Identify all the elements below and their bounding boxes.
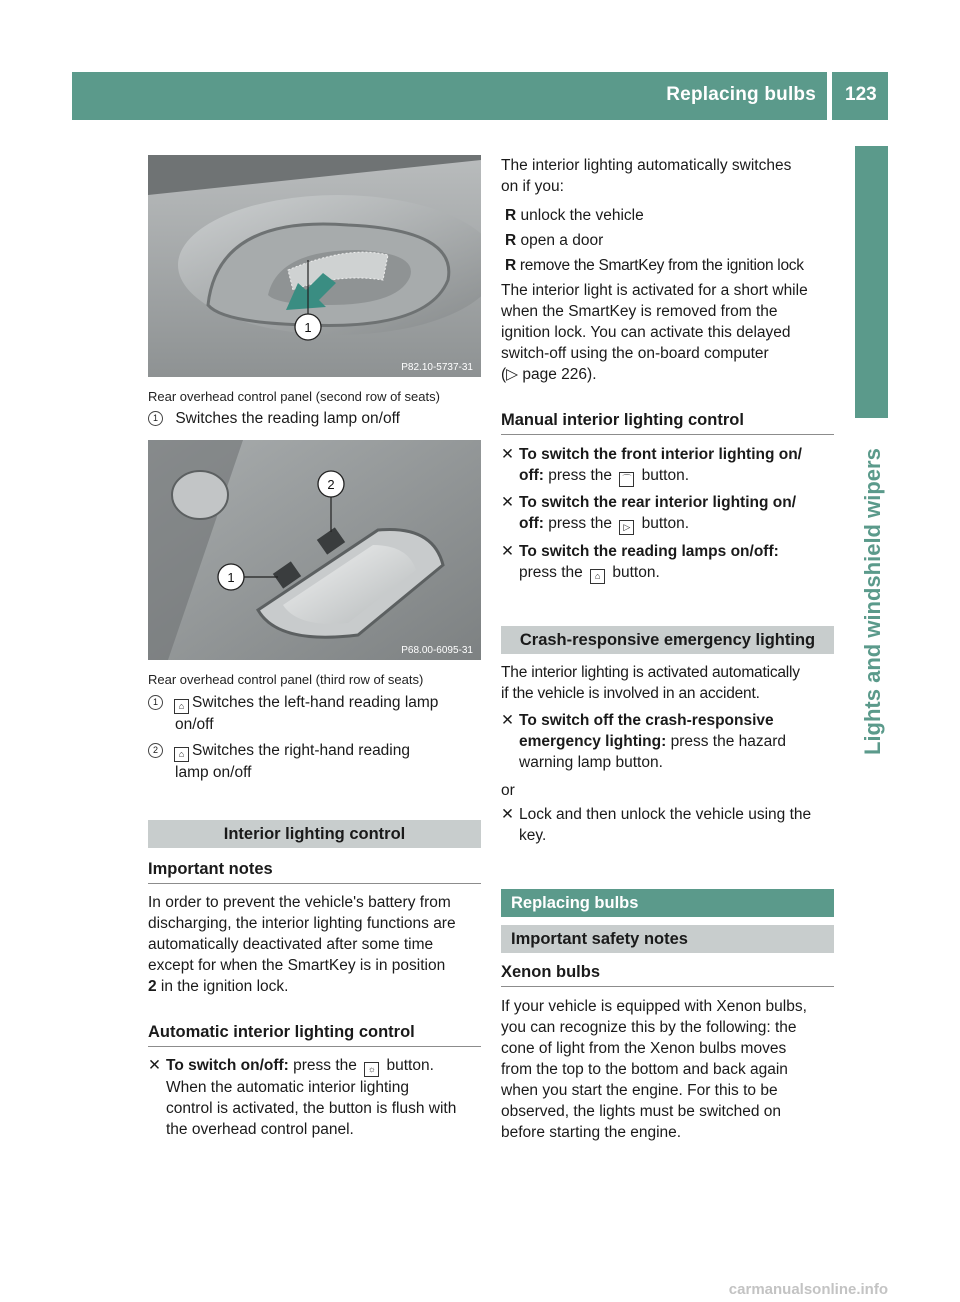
bullet-list bbox=[505, 205, 845, 276]
subheading: Important notes bbox=[148, 860, 273, 878]
text-bold: To switch on/off: bbox=[166, 1057, 289, 1074]
callout-1: 1 bbox=[227, 570, 235, 585]
text-line: press the bbox=[288, 1057, 362, 1074]
front-light-icon: ⌒ bbox=[619, 472, 634, 487]
text-line: The interior light is activated for a short while bbox=[501, 282, 808, 299]
bullet-icon: R bbox=[505, 257, 516, 274]
text-line: warning lamp button. bbox=[519, 754, 663, 771]
text-line: The interior lighting is activated automatically bbox=[501, 664, 800, 681]
text-line: button. bbox=[637, 515, 690, 532]
text-line: press the bbox=[543, 515, 617, 532]
text-line: button. bbox=[382, 1057, 434, 1074]
section-heading: Interior lighting control bbox=[148, 820, 481, 848]
legend-number: 1 bbox=[148, 411, 163, 426]
legend-text: Switches the left-hand reading lamp bbox=[192, 694, 439, 711]
instruction-step bbox=[501, 541, 841, 584]
text-line: automatically deactivated after some time bbox=[148, 936, 434, 953]
section-heading: Crash-responsive emergency lighting bbox=[501, 626, 834, 654]
instruction-step bbox=[501, 804, 841, 846]
legend-item bbox=[148, 408, 400, 429]
text-line: press the hazard bbox=[666, 733, 787, 750]
text-line: press the bbox=[519, 564, 588, 581]
text-line: button. bbox=[608, 564, 660, 581]
text-line: when you start the engine. For this to be bbox=[501, 1082, 778, 1099]
text-line: cone of light from the Xenon bulbs moves bbox=[501, 1040, 787, 1057]
text-bold: To switch the front interior lighting on/ bbox=[519, 446, 802, 463]
text-bold: To switch off the crash-responsive bbox=[519, 712, 774, 729]
reading-lamp-icon: ⌂ bbox=[174, 747, 189, 762]
bullet-icon: R bbox=[505, 207, 517, 224]
text-line: When the automatic interior lighting bbox=[166, 1079, 409, 1096]
step-marker-icon: ✕ bbox=[501, 806, 514, 823]
instruction-step bbox=[501, 492, 841, 535]
instruction-step bbox=[501, 444, 841, 487]
legend-text: Switches the right-hand reading bbox=[192, 742, 410, 759]
text-line: key. bbox=[519, 827, 547, 844]
watermark: carmanualsonline.info bbox=[728, 1281, 888, 1298]
list-item: unlock the vehicle bbox=[520, 207, 644, 224]
instruction-step bbox=[501, 710, 841, 773]
text-bold: To switch the rear interior lighting on/ bbox=[519, 494, 797, 511]
step-marker-icon: ✕ bbox=[501, 494, 514, 511]
page-number: 123 bbox=[845, 84, 877, 105]
text-line: control is activated, the button is flush with bbox=[166, 1100, 457, 1117]
crash-paragraph bbox=[501, 662, 841, 704]
step-marker-icon: ✕ bbox=[501, 712, 514, 729]
side-tab-label: Lights and windshield wipers bbox=[860, 448, 885, 755]
section-heading: Replacing bulbs bbox=[501, 889, 834, 917]
text-bold: To switch the reading lamps on/off: bbox=[519, 543, 779, 560]
text-bold: off: bbox=[519, 467, 544, 484]
text-line: discharging, the interior lighting functions are bbox=[148, 915, 456, 932]
subheading: Xenon bulbs bbox=[501, 963, 600, 981]
instruction-step bbox=[148, 1055, 488, 1140]
caption-third-row: Rear overhead control panel (third row of seats) bbox=[148, 672, 424, 687]
notes-paragraph bbox=[148, 892, 488, 997]
page-reference-link[interactable]: (▷ page 226). bbox=[501, 366, 597, 383]
divider bbox=[501, 434, 834, 435]
divider bbox=[148, 1046, 481, 1047]
rear-light-icon: ▷ bbox=[619, 520, 634, 535]
side-tab-block bbox=[855, 146, 888, 418]
divider bbox=[148, 883, 481, 884]
legend-text: lamp on/off bbox=[175, 764, 252, 781]
or-text: or bbox=[501, 782, 515, 799]
text-line: The interior lighting automatically switches bbox=[501, 157, 792, 174]
reading-lamp-icon: ⌂ bbox=[590, 569, 605, 584]
photo-third-row-panel bbox=[148, 440, 481, 660]
legend-item bbox=[148, 692, 488, 735]
reading-lamp-icon: ⌂ bbox=[174, 699, 189, 714]
photo-code: P68.00-6095-31 bbox=[401, 645, 473, 656]
step-marker-icon: ✕ bbox=[501, 543, 514, 560]
text-line: In order to prevent the vehicle's battery from bbox=[148, 894, 451, 911]
text-line: switch-off using the on-board computer bbox=[501, 345, 769, 362]
text-bold: off: bbox=[519, 515, 544, 532]
text-bold: 2 bbox=[148, 978, 157, 995]
text-line: ignition lock. You can activate this delayed bbox=[501, 324, 791, 341]
section-heading: Important safety notes bbox=[501, 925, 834, 953]
text-line: on if you: bbox=[501, 178, 564, 195]
photo-second-row-panel bbox=[148, 155, 481, 377]
legend-text: Switches the reading lamp on/off bbox=[175, 410, 400, 427]
divider bbox=[501, 986, 834, 987]
delay-paragraph bbox=[501, 280, 841, 385]
callout-2: 2 bbox=[327, 477, 335, 492]
text-line: you can recognize this by the following: the bbox=[501, 1019, 797, 1036]
photo-code: P82.10-5737-31 bbox=[401, 362, 473, 373]
caption-second-row: Rear overhead control panel (second row of seats) bbox=[148, 389, 440, 404]
text-line: Lock and then unlock the vehicle using the bbox=[519, 806, 812, 823]
text-line: If your vehicle is equipped with Xenon bulbs, bbox=[501, 998, 807, 1015]
text-line: press the bbox=[543, 467, 617, 484]
page-title: Replacing bulbs bbox=[666, 84, 816, 105]
list-item: open a door bbox=[520, 232, 604, 249]
legend-item bbox=[148, 740, 488, 783]
text-line: button. bbox=[637, 467, 690, 484]
text-bold: emergency lighting: bbox=[519, 733, 667, 750]
header-separator bbox=[827, 72, 832, 120]
text-line: if the vehicle is involved in an accident. bbox=[501, 685, 760, 702]
subheading: Automatic interior lighting control bbox=[148, 1023, 415, 1041]
text-line: when the SmartKey is removed from the bbox=[501, 303, 778, 320]
text-line: the overhead control panel. bbox=[166, 1121, 354, 1138]
legend-number: 1 bbox=[148, 695, 163, 710]
text-line: except for when the SmartKey is in position bbox=[148, 957, 446, 974]
legend-number: 2 bbox=[148, 743, 163, 758]
callout-1: 1 bbox=[304, 320, 312, 335]
step-marker-icon: ✕ bbox=[501, 446, 514, 463]
text-line: before starting the engine. bbox=[501, 1124, 682, 1141]
intro-paragraph bbox=[501, 155, 841, 197]
bullet-icon: R bbox=[505, 232, 517, 249]
subheading: Manual interior lighting control bbox=[501, 411, 744, 429]
text-line: observed, the lights must be switched on bbox=[501, 1103, 782, 1120]
auto-light-icon: ☼ bbox=[364, 1062, 379, 1077]
xenon-paragraph bbox=[501, 996, 841, 1143]
list-item: remove the SmartKey from the ignition lock bbox=[519, 257, 804, 274]
text-line: from the top to the bottom and back again bbox=[501, 1061, 788, 1078]
legend-text: on/off bbox=[175, 716, 214, 733]
step-marker-icon: ✕ bbox=[148, 1057, 161, 1074]
text-line: in the ignition lock. bbox=[156, 978, 289, 995]
